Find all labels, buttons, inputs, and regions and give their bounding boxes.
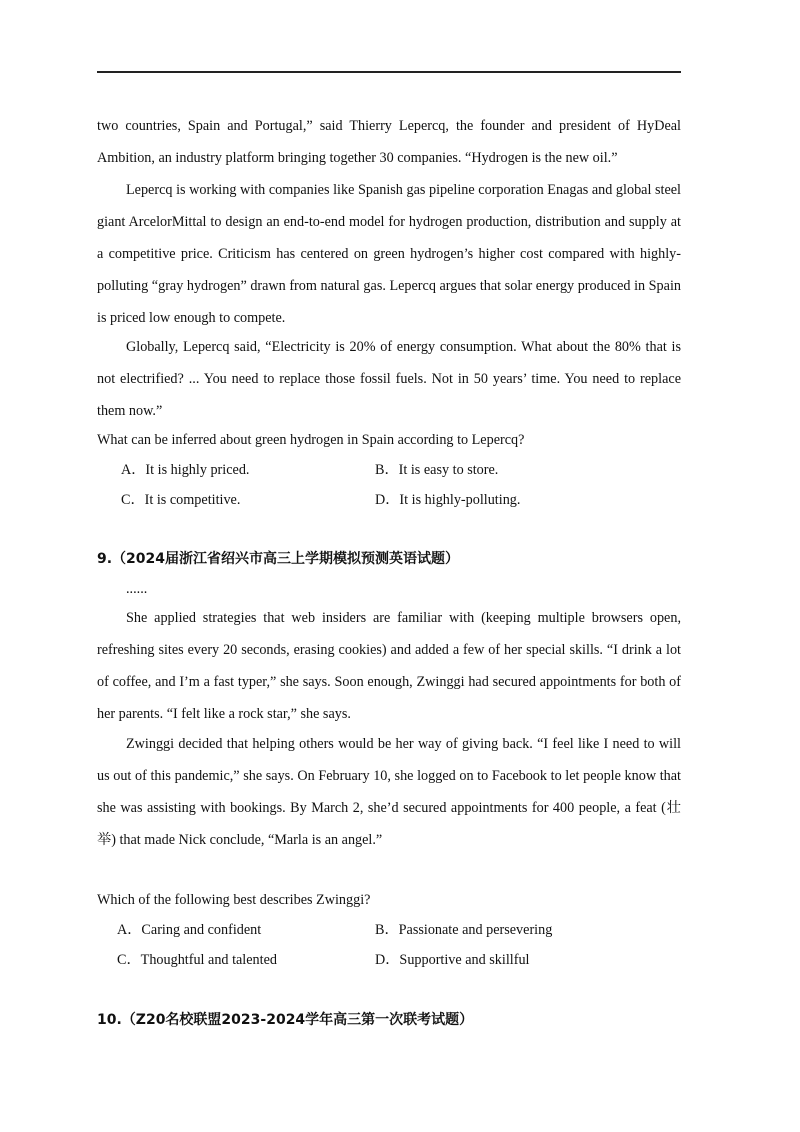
passage-line: Zwinggi decided that helping others would be her way of giving back. “I feel like I need to will xyxy=(126,736,681,752)
question-stem: Which of the following best describes Zwinggi? xyxy=(97,892,371,908)
option-a: A．It is highly priced. xyxy=(121,462,250,478)
option-b: B．Passionate and persevering xyxy=(375,922,553,938)
passage-line: polluting “gray hydrogen” drawn from natural gas. Lepercq argues that solar energy produced in Spain xyxy=(97,278,681,294)
option-b: B．It is easy to store. xyxy=(375,462,499,478)
question-heading: 9.（2024届浙江省绍兴市高三上学期模拟预测英语试题） xyxy=(97,551,460,567)
option-a: A．Caring and confident xyxy=(117,922,262,938)
question-heading: 10.（Z20名校联盟2023-2024学年高三第一次联考试题） xyxy=(97,1012,474,1028)
passage-line: she was assisting with bookings. By March 2, she’d secured appointments for 400 people, a feat (壮 xyxy=(97,800,681,816)
option-c: C．It is competitive. xyxy=(121,492,241,508)
passage-line: her parents. “I felt like a rock star,” she says. xyxy=(97,706,351,722)
option-d: D．Supportive and skillful xyxy=(375,952,530,968)
passage-line: giant ArcelorMittal to design an end-to-end model for hydrogen production, distribution and supply at xyxy=(97,214,681,230)
passage-line: She applied strategies that web insiders are familiar with (keeping multiple browsers open, xyxy=(126,610,681,626)
passage-line: refreshing sites every 20 seconds, erasing cookies) and added a few of her special skills. “I drink a lot xyxy=(97,642,681,658)
option-c: C．Thoughtful and talented xyxy=(117,952,277,968)
passage-line: us out of this pandemic,” she says. On February 10, she logged on to Facebook to let people know that xyxy=(97,768,681,784)
passage-line: 举) that made Nick conclude, “Marla is an angel.” xyxy=(97,832,383,848)
passage-line: them now.” xyxy=(97,403,163,419)
ellipsis: ...... xyxy=(126,581,148,597)
passage-line: of coffee, and I’m a fast typer,” she says. Soon enough, Zwinggi had secured appointments for both of xyxy=(97,674,681,690)
passage-line: Lepercq is working with companies like Spanish gas pipeline corporation Enagas and global steel xyxy=(126,182,681,198)
header-rule xyxy=(97,71,681,73)
passage-line: is priced low enough to compete. xyxy=(97,310,286,326)
passage-line: two countries, Spain and Portugal,” said Thierry Lepercq, the founder and president of HyDeal xyxy=(97,118,681,134)
option-d: D．It is highly-polluting. xyxy=(375,492,521,508)
question-stem: What can be inferred about green hydrogen in Spain according to Lepercq? xyxy=(97,432,525,448)
passage-line: a competitive price. Criticism has centered on green hydrogen’s higher cost compared with highly- xyxy=(97,246,681,262)
passage-line: not electrified? ... You need to replace those fossil fuels. Not in 50 years’ time. You need to replace xyxy=(97,371,681,387)
passage-line: Globally, Lepercq said, “Electricity is 20% of energy consumption. What about the 80% that is xyxy=(126,339,681,355)
passage-line: Ambition, an industry platform bringing together 30 companies. “Hydrogen is the new oil.” xyxy=(97,150,618,166)
